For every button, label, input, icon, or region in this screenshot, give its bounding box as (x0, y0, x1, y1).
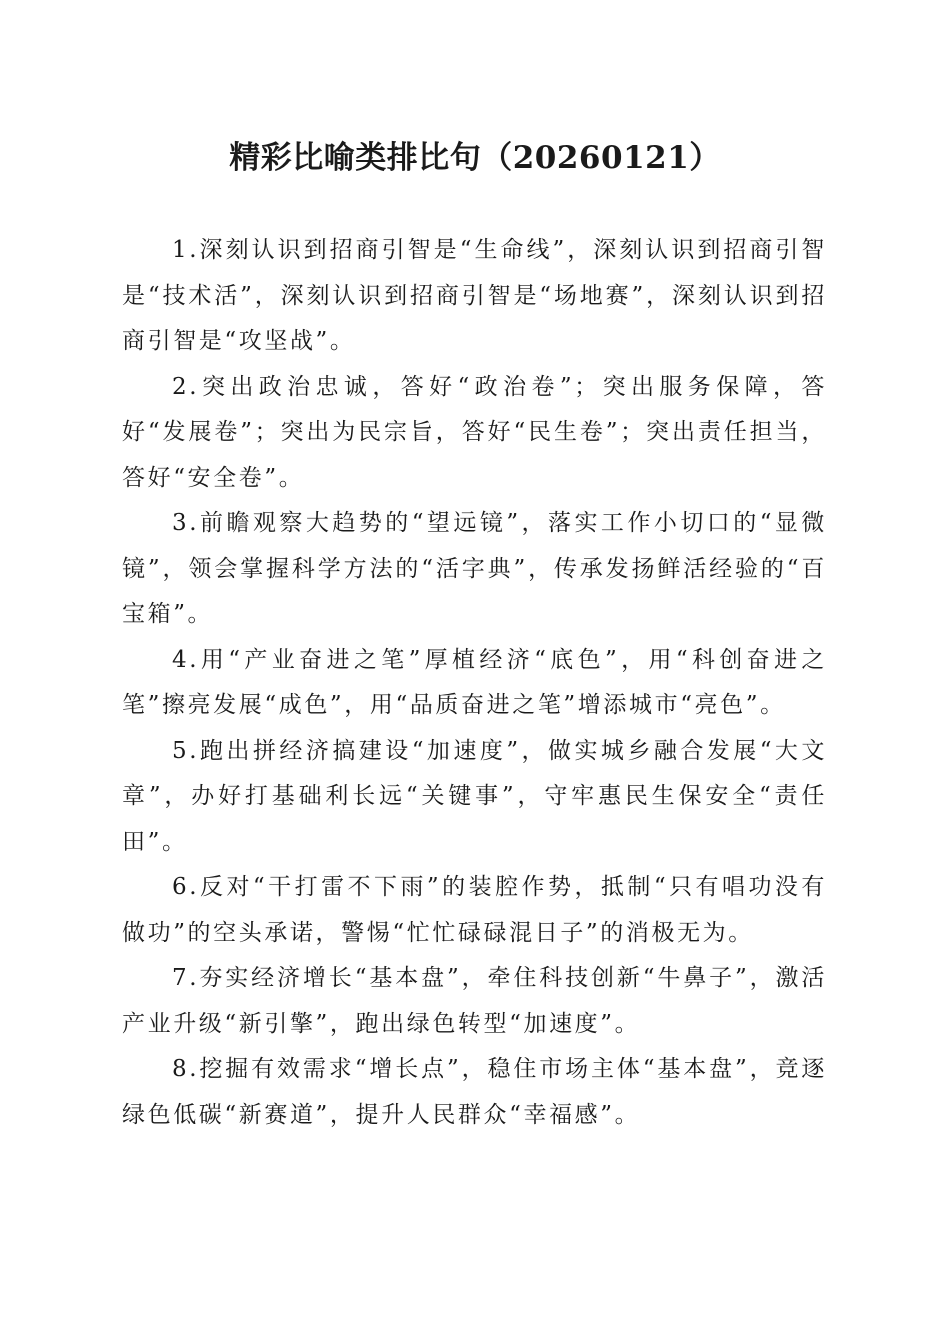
paragraph-2: 2.突出政治忠诚，答好“政治卷”；突出服务保障，答好“发展卷”；突出为民宗旨，答好“民生卷”；突出责任担当，答好“安全卷”。 (122, 373, 827, 491)
paragraph-3: 3.前瞻观察大趋势的“望远镜”，落实工作小切口的“显微镜”，领会掌握科学方法的“活字典”，传承发扬鲜活经验的“百宝箱”。 (122, 510, 827, 627)
page-title: 精彩比喻类排比句（20260121） (229, 140, 721, 176)
paragraph-4: 4.用“产业奋进之笔”厚植经济“底色”，用“科创奋进之笔”擦亮发展“成色”，用“品质奋进之笔”增添城市“亮色”。 (122, 646, 827, 718)
paragraph-1: 1.深刻认识到招商引智是“生命线”，深刻认识到招商引智是“技术活”，深刻认识到招商引智是“场地赛”，深刻认识到招商引智是“攻坚战”。 (122, 237, 827, 354)
paragraph-7: 7.夯实经济增长“基本盘”，牵住科技创新“牛鼻子”，激活产业升级“新引擎”，跑出绿色转型“加速度”。 (122, 965, 827, 1037)
paragraph-8: 8.挖掘有效需求“增长点”，稳住市场主体“基本盘”，竞逐绿色低碳“新赛道”，提升人民群众“幸福感”。 (122, 1056, 827, 1128)
paragraph-6: 6.反对“干打雷不下雨”的装腔作势，抵制“只有唱功没有做功”的空头承诺，警惕“忙忙碌碌混日子”的消极无为。 (122, 874, 827, 946)
document-body (122, 228, 827, 1138)
paragraph-5: 5.跑出拼经济搞建设“加速度”，做实城乡融合发展“大文章”，办好打基础利长远“关键事”，守牢惠民生保安全“责任田”。 (122, 737, 827, 855)
